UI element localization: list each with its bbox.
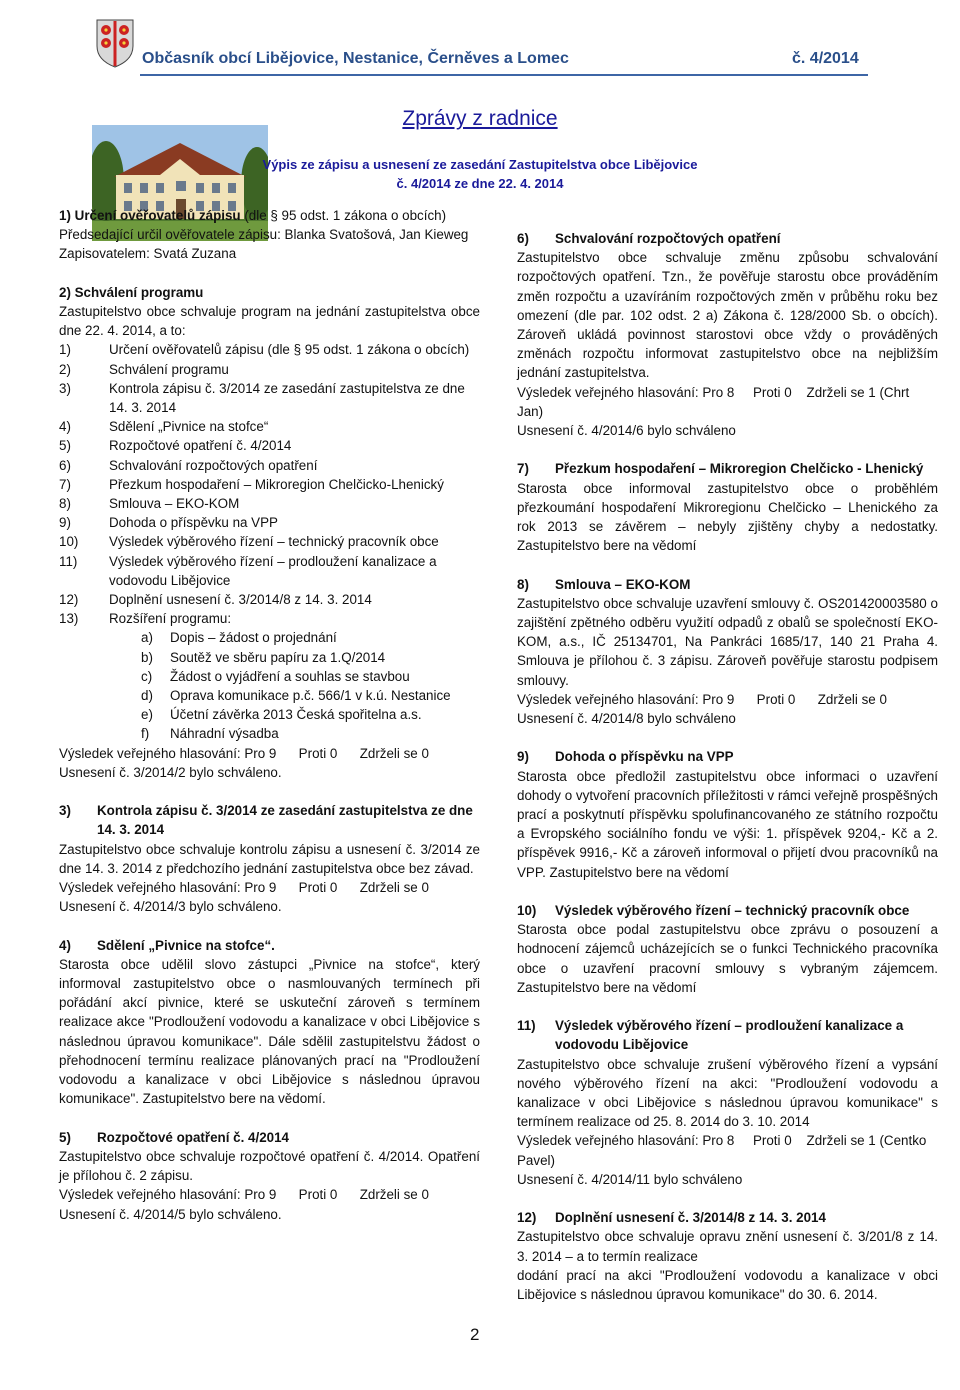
program-item: 11) Výsledek výběrového řízení – prodloužení kanalizace a vodovodu Libějovice xyxy=(59,553,437,588)
newsletter-title: Občasník obcí Libějovice, Nestanice, Černěves a Lomec xyxy=(142,50,569,67)
s5-vote: Výsledek veřejného hlasování: Pro 9 Proti 0 Zdrželi se 0 xyxy=(59,1187,429,1203)
s4-heading: 4) Sdělení „Pivnice na stofce“. xyxy=(59,937,275,953)
s6-text: Zastupitelstvo obce schvaluje změnu způsobu schvalování rozpočtových opatření. Tzn., že pověřuje starostu obce prováděním změn rozpočtu a uzavíráním rozpočtových změn v průběhu roku bez omezení (dle par. 102 odst. 2 a) Zákona č. 128/2000 Sb. o obcích). Zároveň ukládá povinnost starostovi obce vždy o prováděných změnách rozpočtu informovat zastupitelstvo obce na nejbližším jednání zastupitelstva. xyxy=(517,250,938,381)
s6-resolution: Usnesení č. 4/2014/6 bylo schváleno xyxy=(517,423,736,439)
s1-line-2: Zapisovatelem: Svatá Zuzana xyxy=(59,246,237,262)
s10-text: Starosta obce podal zastupitelstvu obce zprávu o posouzení a hodnocení zájemců ucházejících se o funkci Technického pracovníka obce o uzavření pracovní smlouvy s vybraným zájemcem. Zastupitelstvo bere na vědomí xyxy=(517,922,938,995)
s2-vote: Výsledek veřejného hlasování: Pro 9 Proti 0 Zdrželi se 0 xyxy=(59,745,429,761)
s3-text: Zastupitelstvo obce schvaluje kontrolu zápisu a usnesení č. 3/2014 ze dne 14. 3. 2014 z předchozího jednání zastupitelstva obce bez závad. xyxy=(59,841,480,876)
s8-vote: Výsledek veřejného hlasování: Pro 9 Proti 0 Zdrželi se 0 xyxy=(517,691,887,707)
s7-text: Starosta obce informoval zastupitelstvo obce o proběhlém přezkoumání hospodaření Mikroregionu Chelčicko – Lhenického za rok 2013 se závěrem – nebyly zjištěny chyby a nedostatky. Zastupitelstvo bere na vědomí xyxy=(517,480,938,554)
extension-item: b) Soutěž ve sběru papíru za 1.Q/2014 xyxy=(141,649,386,665)
program-item: 12) Doplnění usnesení č. 3/2014/8 z 14. 3. 2014 xyxy=(59,592,372,608)
subtitle-line-2: č. 4/2014 ze dne 22. 4. 2014 xyxy=(396,176,564,191)
coat-of-arms-icon xyxy=(95,18,135,71)
s4-text: Starosta obce udělil slovo zástupci „Pivnice na stofce“, který informoval zastupitelstvo obce o nasmlouvaných termínech při pořádání akcí pivnice, které se uskuteční zároveň s termínem realizace akce "Prodloužení vodovodu a kanalizace v obci Libějovice s následnou úpravou komunikace". Dále sdělil zastupitelstvu žádost o přehodnocení termínu realizace plánovaných prací na "Prodloužení vodovodu a kanalizace v obci Libějovice s následnou úpravou komunikace". Zastupitelstvo bere na vědomí. xyxy=(59,956,480,1107)
program-item: 1) Určení ověřovatelů zápisu (dle § 95 odst. 1 zákona o obcích) xyxy=(59,342,470,358)
s12-heading: 12) Doplnění usnesení č. 3/2014/8 z 14. 3. 2014 xyxy=(517,1210,826,1226)
s1-title: Určení ověřovatelů zápisu xyxy=(74,208,241,223)
s9-text: Starosta obce předložil zastupitelstvu obce informaci o uzavření dohody o vytvoření pracovních příležitosti v rámci veřejně prospěšných prací a poskytnutí příspěvku spolufinancovaného ze státního rozpočtu a Evropského sociálního fondu ve výši: 1. příspěvek 9204,- Kč a 2. příspěvek 9916,- Kč a zároveň informoval o přijetí dvou pracovníků na VPP. Zastupitelstvo bere na vědomí xyxy=(517,768,938,880)
program-item: 3) Kontrola zápisu č. 3/2014 ze zasedání zastupitelstva ze dne 14. 3. 2014 xyxy=(59,380,465,416)
s2-heading: 2) Schválení programu xyxy=(59,284,204,300)
program-item: 6) Schvalování rozpočtových opatření xyxy=(59,457,318,473)
right-column xyxy=(517,229,938,1304)
left-column xyxy=(59,206,480,1224)
s7-heading: 7) Přezkum hospodaření – Mikroregion Chelčicko - Lhenický xyxy=(517,461,924,477)
s6-vote: Výsledek veřejného hlasování: Pro 8 Proti 0 Zdrželi se 1 (Chrt Jan) xyxy=(517,384,913,419)
program-item: 4) Sdělení „Pivnice na stofce“ xyxy=(59,419,269,435)
s5-text: Zastupitelstvo obce schvaluje rozpočtové opatření č. 4/2014. Opatření je přílohou č. 2 zápisu. xyxy=(59,1148,480,1184)
s11-vote: Výsledek veřejného hlasování: Pro 8 Proti 0 Zdrželi se 1 (Centko Pavel) xyxy=(517,1133,931,1168)
s1-heading: 1) Určení ověřovatelů zápisu (dle § 95 odst. 1 zákona o obcích) xyxy=(59,208,447,223)
s3-resolution: Usnesení č. 4/2014/3 bylo schváleno. xyxy=(59,899,282,915)
program-item: 2) Schválení programu xyxy=(59,361,229,377)
extension-item: c) Žádost o vyjádření a souhlas se stavbou xyxy=(141,668,410,684)
s9-heading: 9) Dohoda o příspěvku na VPP xyxy=(517,749,734,765)
s12-text-2: dodání prací na akci "Prodloužení vodovodu a kanalizace v obci Libějovice s následnou úpravou komunikace" do 30. 6. 2014. xyxy=(517,1267,938,1303)
extension-item: f) Náhradní výsadba xyxy=(141,726,279,742)
issue-number: č. 4/2014 xyxy=(792,50,859,67)
s8-resolution: Usnesení č. 4/2014/8 bylo schváleno xyxy=(517,711,736,727)
extension-list xyxy=(59,628,480,743)
program-item: 9) Dohoda o příspěvku na VPP xyxy=(59,515,278,531)
s3-vote: Výsledek veřejného hlasování: Pro 9 Proti 0 Zdrželi se 0 xyxy=(59,880,429,896)
s1-line-1: Předsedající určil ověřovatele zápisu: Blanka Svatošová, Jan Kieweg xyxy=(59,227,469,243)
s5-heading: 5) Rozpočtové opatření č. 4/2014 xyxy=(59,1129,289,1145)
s10-heading: 10) Výsledek výběrového řízení – technický pracovník obce xyxy=(517,903,910,919)
page-number: 2 xyxy=(470,1325,480,1344)
s5-resolution: Usnesení č. 4/2014/5 bylo schváleno. xyxy=(59,1206,282,1222)
program-item: 8) Smlouva – EKO-KOM xyxy=(59,496,240,512)
program-item: 5) Rozpočtové opatření č. 4/2014 xyxy=(59,438,292,454)
extension-item: a) Dopis – žádost o projednání xyxy=(141,630,337,646)
s8-heading: 8) Smlouva – EKO-KOM xyxy=(517,576,691,592)
header-rule xyxy=(140,74,868,76)
extension-item: d) Oprava komunikace p.č. 566/1 v k.ú. Nestanice xyxy=(141,688,451,704)
s6-heading: 6) Schvalování rozpočtových opatření xyxy=(517,231,781,246)
program-item: 7) Přezkum hospodaření – Mikroregion Chelčicko-Lhenický xyxy=(59,476,444,492)
page-title: Zprávy z radnice xyxy=(402,107,558,130)
s2-resolution: Usnesení č. 3/2014/2 bylo schváleno. xyxy=(59,764,282,780)
subtitle-line-1: Výpis ze zápisu a usnesení ze zasedání Zastupitelstva obce Libějovice xyxy=(262,157,698,172)
s11-text: Zastupitelstvo obce schvaluje zrušení výběrového řízení a vypsání nového výběrového řízení na akci: "Prodloužení vodovodu a kanalizace v obci Libějovice s následnou úpravou komunikace" s termínem realizace od 25. 8. 2014 do 3. 10. 2014 xyxy=(517,1056,938,1130)
program-list xyxy=(59,340,480,628)
s8-text: Zastupitelstvo obce schvaluje uzavření smlouvy č. OS201420003580 o zajištění zpětného odběru využití odpadů z obalů se společností EKO-KOM, a.s., IČ 25134701, Na Pankráci 1685/17, 140 21 Praha 4. Smlouva je přílohou č. 3 zápisu. Zároveň pověřuje starostu podpisem smlouvy. xyxy=(517,595,938,688)
s11-resolution: Usnesení č. 4/2014/11 bylo schváleno xyxy=(517,1171,743,1187)
extension-item: e) Účetní závěrka 2013 Česká spořitelna a.s. xyxy=(141,707,422,723)
s11-heading: 11) Výsledek výběrového řízení – prodloužení kanalizace a vodovodu Libějovice xyxy=(517,1018,904,1053)
s3-heading: 3) Kontrola zápisu č. 3/2014 ze zasedání zastupitelstva ze dne 14. 3. 2014 xyxy=(59,803,473,838)
s12-text-1: Zastupitelstvo obce schvaluje opravu znění usnesení č. 3/201/8 z 14. 3. 2014 – a to termín realizace xyxy=(517,1229,938,1264)
program-item: 13) Rozšíření programu: xyxy=(59,611,232,627)
document-subtitle xyxy=(250,155,710,193)
program-item: 10) Výsledek výběrového řízení – technický pracovník obce xyxy=(59,534,439,550)
s2-intro: Zastupitelstvo obce schvaluje program na jednání zastupitelstva obce dne 22. 4. 2014, a to: xyxy=(59,304,480,339)
